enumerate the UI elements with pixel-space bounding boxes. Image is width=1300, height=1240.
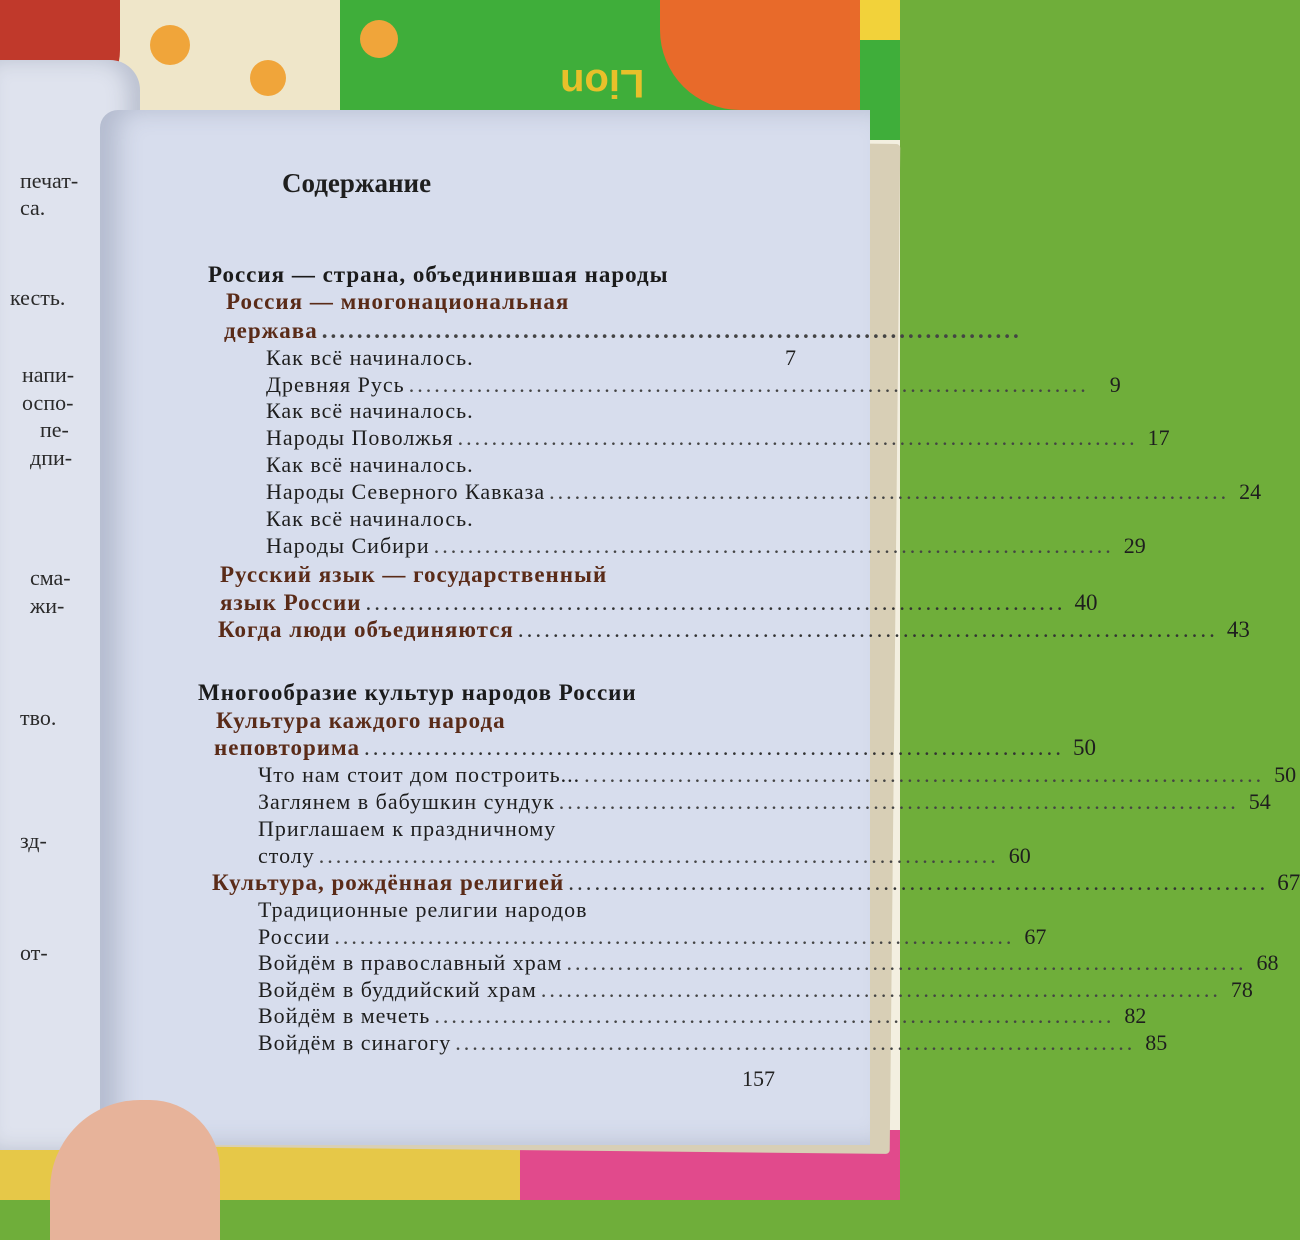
subsection-title: Когда люди объединяются	[218, 617, 514, 642]
entry-title: Что нам стоит дом построить...	[258, 762, 581, 787]
entry-title: Как всё начиналось.	[266, 506, 474, 531]
mat-lion-label: Lion	[560, 61, 645, 105]
entry-title: Заглянем в бабушкин сундук	[258, 789, 555, 814]
entry-title: Как всё начиналось.	[266, 452, 474, 477]
leader-dots: ................................................................................	[321, 318, 1022, 343]
entry-title: Как всё начиналось.	[266, 398, 474, 423]
leader-dots: ................................................................................	[434, 1003, 1115, 1028]
toc-entry	[258, 1030, 1168, 1056]
left-page-text: печат-	[20, 168, 79, 193]
toc-entry	[266, 533, 1146, 559]
left-page-text: сма-	[30, 565, 71, 590]
toc-entry	[258, 789, 1271, 815]
entry-page: 7	[785, 345, 796, 370]
entry-page: 50	[1073, 735, 1097, 760]
subsection-row	[224, 318, 1022, 344]
subsection-title: Культура каждого народа	[216, 708, 506, 733]
subsection-title: держава	[224, 318, 318, 343]
subsection-title: неповторима	[214, 735, 361, 760]
left-page-text: кесть.	[10, 285, 66, 310]
left-page-text: от-	[20, 940, 48, 965]
toc-entry	[258, 1003, 1147, 1029]
leader-dots: ................................................................................	[433, 533, 1114, 558]
leader-dots: ................................................................................	[457, 425, 1138, 450]
toc-entry	[266, 425, 1170, 451]
leader-dots: ................................................................................	[568, 870, 1269, 895]
subsection-title: Культура, рождённая религией	[212, 870, 565, 895]
subsection-title: Россия — многонациональная	[226, 289, 570, 314]
entry-title: Войдём в синагогу	[258, 1030, 452, 1055]
entry-page: 60	[1008, 843, 1031, 868]
toc-entry	[258, 843, 1031, 869]
leader-dots: ................................................................................	[584, 762, 1265, 787]
entry-title: Народы Поволжья	[266, 425, 454, 450]
entry-title: России	[258, 924, 331, 949]
left-page-text: оспо-	[22, 390, 74, 415]
entry-title: Войдём в буддийский храм	[258, 977, 537, 1002]
entry-page: 67	[1024, 924, 1047, 949]
subsection-row	[212, 870, 1300, 896]
entry-page: 68	[1256, 950, 1279, 975]
toc-entry	[266, 452, 796, 478]
left-page-text: зд-	[20, 828, 47, 853]
entry-page: 78	[1230, 977, 1253, 1002]
entry-page: 9	[1109, 372, 1121, 397]
toc-entry	[258, 924, 1047, 950]
subsection-title: Русский язык — государственный	[220, 562, 608, 587]
toc-entry	[258, 762, 1297, 788]
leader-dots: ................................................................................	[318, 843, 999, 868]
page-number: 157	[742, 1066, 775, 1091]
entry-title: Как всё начиналось.	[266, 345, 474, 370]
entry-page: 43	[1226, 617, 1250, 642]
toc-entry	[266, 398, 796, 424]
entry-title: Древняя Русь	[266, 372, 405, 397]
toc-entry	[258, 816, 786, 842]
leader-dots: ................................................................................	[364, 735, 1065, 760]
left-page-text: дпи-	[30, 445, 73, 470]
page-title: Содержание	[282, 168, 432, 198]
toc-entry	[258, 977, 1253, 1003]
leader-dots: ................................................................................	[566, 950, 1247, 975]
entry-page: 29	[1123, 533, 1146, 558]
mat-dot	[250, 60, 286, 96]
entry-page: 82	[1124, 1003, 1147, 1028]
entry-title: Народы Сибири	[266, 533, 430, 558]
entry-page: 67	[1277, 870, 1300, 895]
leader-dots: ................................................................................	[408, 372, 1089, 397]
entry-page: 17	[1147, 425, 1170, 450]
leader-dots: ................................................................................	[334, 924, 1015, 949]
subsection-row	[220, 590, 1098, 616]
leader-dots: ................................................................................	[540, 977, 1221, 1002]
toc-entry	[258, 950, 1279, 976]
left-page-text: са.	[20, 195, 46, 220]
toc-entry	[266, 506, 796, 532]
entry-page: 40	[1074, 590, 1098, 615]
entry-title: столу	[258, 843, 315, 868]
entry-page: 50	[1274, 762, 1297, 787]
leader-dots: ................................................................................	[365, 590, 1066, 615]
entry-title: Войдём в православный храм	[258, 950, 563, 975]
entry-title: Традиционные религии народов	[258, 897, 588, 922]
leader-dots: ................................................................................	[549, 479, 1230, 504]
entry-page: 85	[1145, 1030, 1168, 1055]
left-page-text: пе-	[40, 417, 69, 442]
entry-page: 54	[1248, 789, 1271, 814]
mat-yellow-tile	[860, 0, 900, 40]
mat-dot	[150, 25, 190, 65]
left-page-text: жи-	[30, 593, 65, 618]
entry-title: Приглашаем к праздничному	[258, 816, 557, 841]
left-page-text: тво.	[20, 705, 57, 730]
leader-dots: ................................................................................	[558, 789, 1239, 814]
toc-entry	[266, 479, 1262, 505]
entry-page: 24	[1239, 479, 1262, 504]
subsection-title: язык России	[220, 590, 362, 615]
entry-title: Народы Северного Кавказа	[266, 479, 546, 504]
mat-dot	[360, 20, 398, 58]
subsection-row	[218, 617, 1250, 643]
section-heading: Многообразие культур народов России	[198, 680, 637, 705]
subsection-row	[214, 735, 1097, 761]
toc-entry	[266, 372, 1121, 398]
leader-dots: ................................................................................	[455, 1030, 1136, 1055]
leader-dots: ................................................................................	[517, 617, 1218, 642]
left-page-text: напи-	[22, 362, 75, 387]
section-heading: Россия — страна, объединившая народы	[208, 262, 669, 287]
toc-entry	[258, 897, 786, 923]
entry-title: Войдём в мечеть	[258, 1003, 431, 1028]
toc-entry	[266, 345, 796, 371]
